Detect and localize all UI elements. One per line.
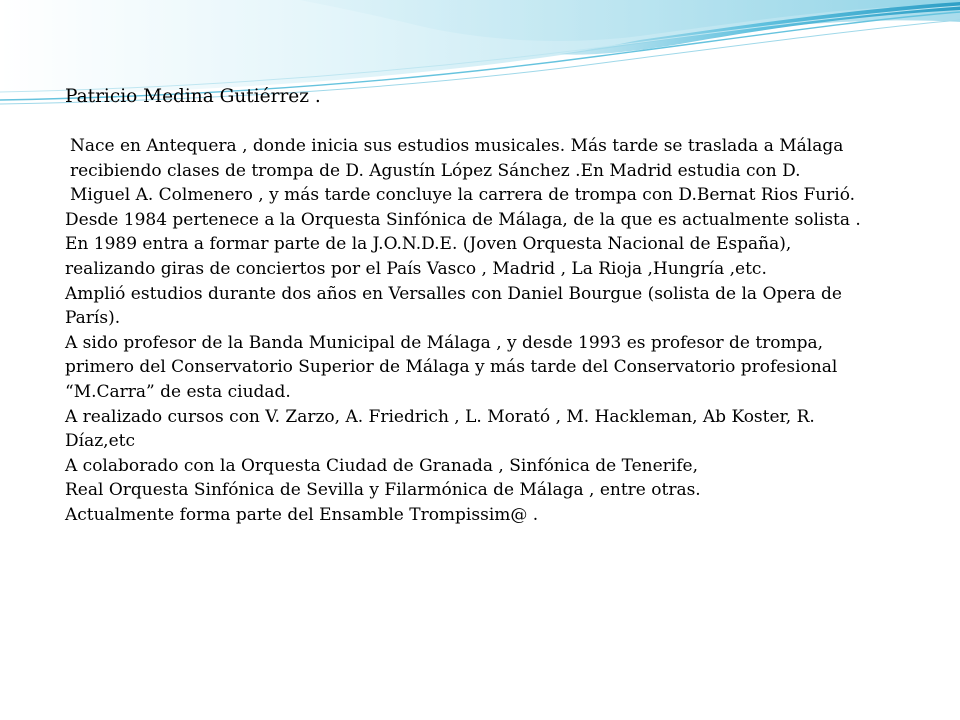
slide-title: Patricio Medina Gutiérrez . [65, 86, 321, 107]
paragraph-collaborations-cont: Real Orquesta Sinfónica de Sevilla y Filarmónica de Málaga , entre otras. [65, 480, 701, 501]
paragraph-current: Actualmente forma parte del Ensamble Trompissim@ . [65, 504, 539, 525]
paragraph-courses: A realizado cursos con V. Zarzo, A. Friedrich , L. Morató , M. Hackleman, Ab Koster, R. Díaz,etc [65, 406, 815, 452]
paragraph-versailles: Amplió estudios durante dos años en Versalles con Daniel Bourgue (solista de la Opera de París). [65, 283, 842, 329]
paragraph-orchestra: Desde 1984 pertenece a la Orquesta Sinfónica de Málaga, de la que es actualmente solista . [65, 209, 861, 230]
paragraph-origins: Nace en Antequera , donde inicia sus estudios musicales. Más tarde se traslada a Málaga recibiendo clases de trompa de D. Agustín López Sánchez .En Madrid estudia con D. Miguel A. Colmenero , y más tarde concluye la carrera de trompa con D.Bernat Rios Furió. [70, 136, 856, 206]
slide-body [65, 84, 865, 528]
paragraph-teaching: A sido profesor de la Banda Municipal de Málaga , y desde 1993 es profesor de trompa, primero del Conservatorio Superior de Málaga y más tarde del Conservatorio profesional “M.Carra” de esta ciudad. [65, 332, 838, 402]
paragraph-jonde: En 1989 entra a formar parte de la J.O.N.D.E. (Joven Orquesta Nacional de España), realizando giras de conciertos por el País Vasco , Madrid , La Rioja ,Hungría ,etc. [65, 234, 792, 279]
paragraph-collaborations: A colaborado con la Orquesta Ciudad de Granada , Sinfónica de Tenerife, [65, 455, 699, 476]
